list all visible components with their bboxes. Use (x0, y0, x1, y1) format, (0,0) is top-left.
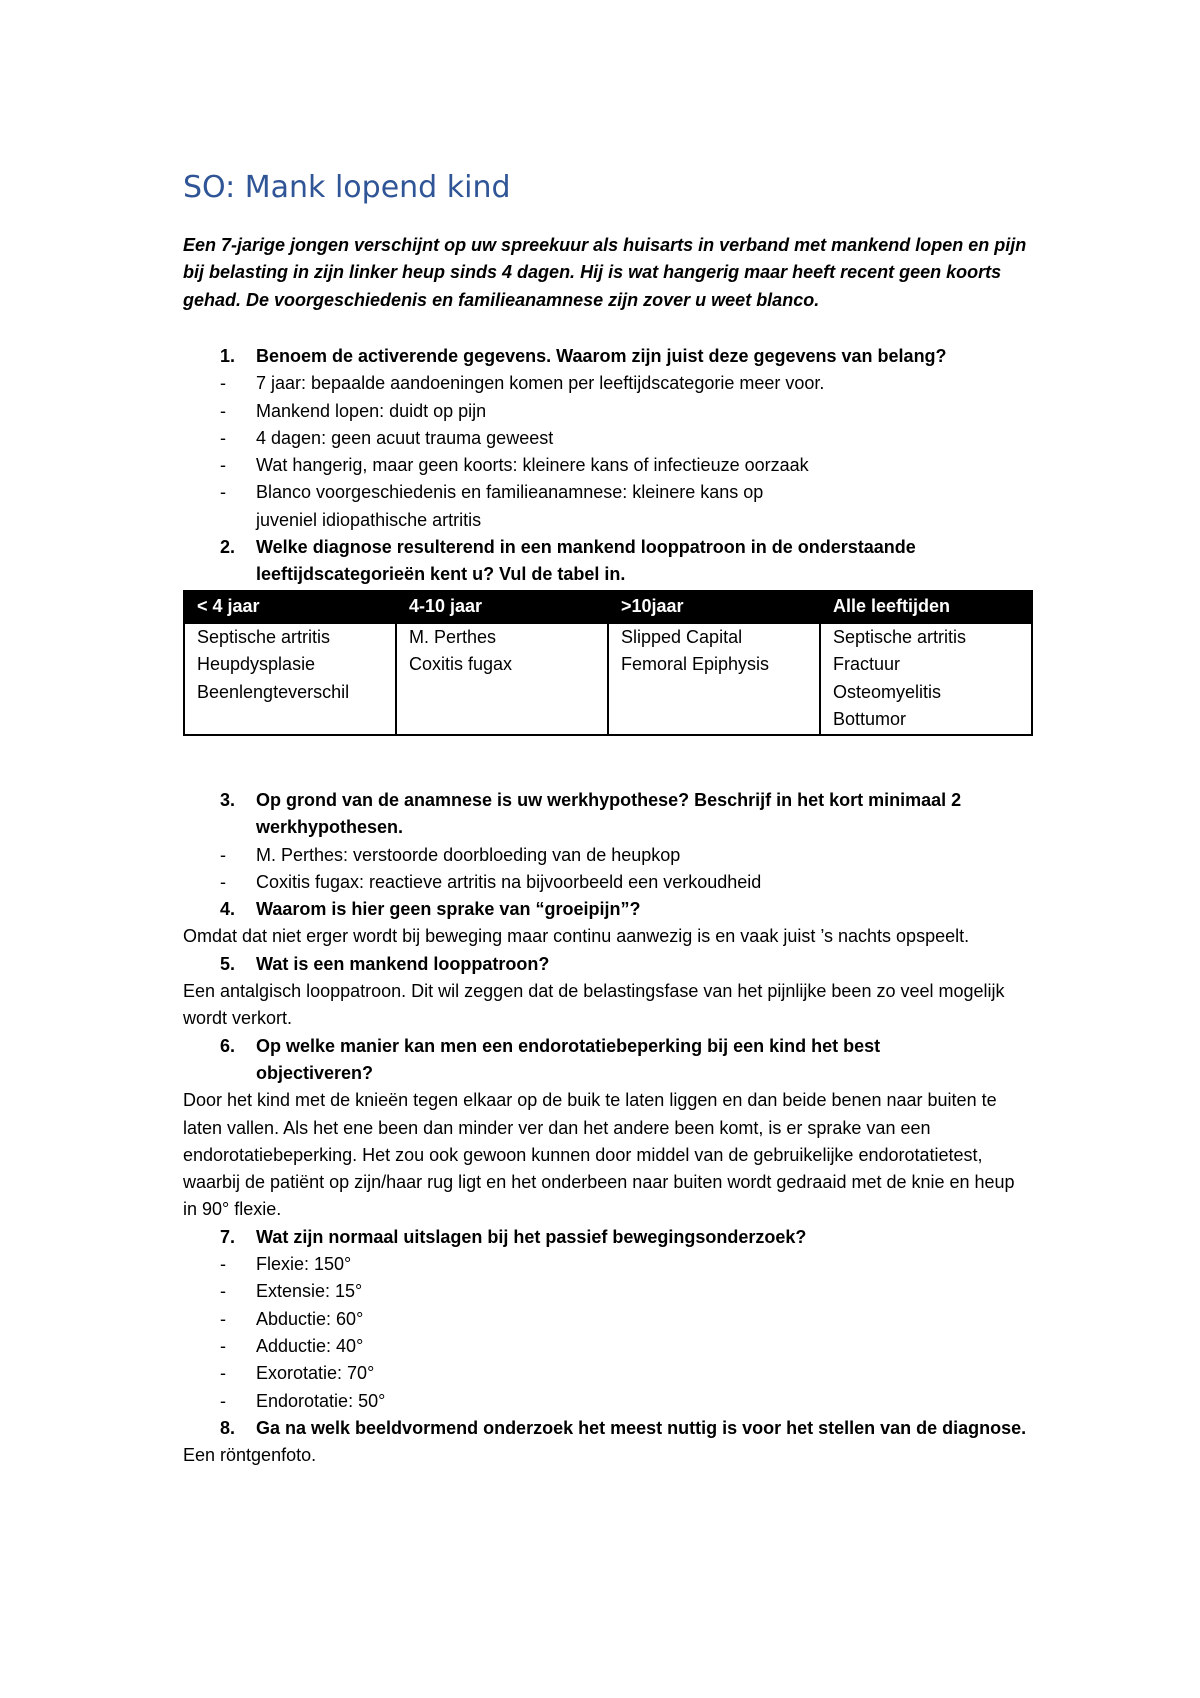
list-item-text: 4 dagen: geen acuut trauma geweest (256, 427, 554, 448)
list-item (183, 370, 1033, 397)
question-6 (183, 1033, 1033, 1088)
cell-line: Beenlengteverschil (197, 681, 350, 702)
list-dash: - (220, 427, 226, 448)
question-number: 2. (220, 537, 236, 558)
list-item-text: Extensie: 15° (256, 1281, 363, 1302)
question-text: Welke diagnose resulterend in een mankend looppatroon in de onderstaande leeftijdscategorieën kent u? Vul de tabel in. (256, 537, 916, 585)
cell-line: Bottumor (833, 708, 907, 729)
answer-4: Omdat dat niet erger wordt bij beweging maar continu aanwezig is en vaak juist ’s nachts opspeelt. (183, 926, 970, 947)
list-item (183, 425, 1033, 452)
question-7 (183, 1224, 1033, 1251)
question-3 (183, 787, 1033, 842)
header-over-10: >10jaar (608, 591, 820, 623)
answer-5: Een antalgisch looppatroon. Dit wil zeggen dat de belastingsfase van het pijnlijke been zo veel mogelijk wordt verkort. (183, 981, 1005, 1029)
cell-under-4 (184, 623, 396, 735)
list-item (183, 842, 1033, 869)
list-dash: - (220, 1254, 226, 1275)
list-dash: - (220, 455, 226, 476)
list-item (183, 1360, 1033, 1387)
question-text: Wat is een mankend looppatroon? (256, 953, 550, 974)
list-item (183, 869, 1033, 896)
questions-3-8-block (183, 787, 1033, 1469)
answer-8: Een röntgenfoto. (183, 1445, 317, 1466)
age-diagnosis-table (183, 590, 1033, 736)
question-number: 4. (220, 899, 236, 920)
list-item-text: Blanco voorgeschiedenis en familieanamnese: kleinere kans op juveniel idiopathische artritis (256, 482, 764, 530)
question-number: 1. (220, 346, 236, 366)
cell-line: Septische artritis (833, 627, 967, 647)
question-4 (183, 896, 1033, 923)
list-item-text: Coxitis fugax: reactieve artritis na bijvoorbeeld een verkoudheid (256, 871, 762, 892)
question-text: Op welke manier kan men een endorotatiebeperking bij een kind het best objectiveren? (256, 1035, 881, 1083)
header-under-4: < 4 jaar (184, 591, 396, 623)
list-dash: - (220, 1335, 226, 1356)
list-item-text: Flexie: 150° (256, 1254, 352, 1275)
list-item-text: Wat hangerig, maar geen koorts: kleinere kans of infectieuze oorzaak (256, 455, 809, 476)
cell-over-10 (608, 623, 820, 735)
list-item-text: Adductie: 40° (256, 1335, 364, 1356)
list-item-text: Endorotatie: 50° (256, 1390, 386, 1411)
table-row (184, 623, 1032, 735)
cell-line: Heupdysplasie (197, 654, 316, 675)
question-number: 7. (220, 1226, 236, 1247)
question-text: Waarom is hier geen sprake van “groeipijn”? (256, 899, 641, 920)
question-number: 8. (220, 1417, 236, 1438)
cell-all-ages (820, 623, 1032, 735)
list-dash: - (220, 844, 226, 865)
question-text: Wat zijn normaal uitslagen bij het passief bewegingsonderzoek? (256, 1226, 807, 1247)
question-text: Op grond van de anamnese is uw werkhypothese? Beschrijf in het kort minimaal 2 werkhypothesen. (256, 790, 962, 838)
list-item-text: Exorotatie: 70° (256, 1363, 375, 1384)
question-2 (183, 534, 1033, 589)
list-dash: - (220, 1390, 226, 1411)
case-intro: Een 7-jarige jongen verschijnt op uw spreekuur als huisarts in verband met mankend lopen en pijn bij belasting in zijn linker heup sinds 4 dagen. Hij is wat hangerig maar heeft recent geen koorts gehad. De voorgeschiedenis en familieanamnese zijn zover u weet blanco. (183, 235, 1027, 310)
question-text: Ga na welk beeldvormend onderzoek het meest nuttig is voor het stellen van de diagnose. (256, 1417, 1027, 1438)
question-number: 5. (220, 953, 236, 974)
question-1-block (183, 343, 1033, 589)
list-dash: - (220, 1281, 226, 1302)
list-item (183, 479, 1033, 534)
document-title: SO: Mank lopend kind (183, 170, 511, 205)
answer-6: Door het kind met de knieën tegen elkaar op de buik te laten liggen en dan beide benen naar buiten te laten vallen. Als het ene been dan minder ver dan het andere been komt, is er sprake van een endorotatiebeperking. Het zou ook gewoon kunnen door middel van de gebruikelijke endorotatietest, waarbij de patiënt op zijn/haar rug ligt en het onderbeen naar buiten wordt gedraaid met de knie en heup in 90° flexie. (183, 1090, 1015, 1220)
question-number: 6. (220, 1035, 236, 1056)
list-item (183, 398, 1033, 425)
question-8 (183, 1415, 1033, 1442)
cell-line: Fractuur (833, 654, 901, 675)
list-dash: - (220, 373, 226, 394)
list-item-text: M. Perthes: verstoorde doorbloeding van de heupkop (256, 844, 681, 865)
list-dash: - (220, 871, 226, 892)
list-item (183, 1306, 1033, 1333)
cell-line: M. Perthes (409, 627, 497, 647)
cell-4-10 (396, 623, 608, 735)
question-5 (183, 951, 1033, 978)
cell-line: Coxitis fugax (409, 654, 513, 675)
list-item (183, 1388, 1033, 1415)
list-item-text: Mankend lopen: duidt op pijn (256, 400, 487, 421)
table-header-row (184, 591, 1032, 623)
list-dash: - (220, 1308, 226, 1329)
cell-line: Slipped Capital (621, 627, 743, 647)
question-text: Benoem de activerende gegevens. Waarom zijn juist deze gegevens van belang? (256, 346, 947, 366)
list-item (183, 1333, 1033, 1360)
cell-line: Osteomyelitis (833, 681, 942, 702)
question-1 (183, 343, 1033, 370)
cell-line: Septische artritis (197, 627, 331, 647)
list-dash: - (220, 1363, 226, 1384)
list-item (183, 1278, 1033, 1305)
header-all-ages: Alle leeftijden (820, 591, 1032, 623)
list-item (183, 1251, 1033, 1278)
list-dash: - (220, 400, 226, 421)
list-item (183, 452, 1033, 479)
list-dash: - (220, 482, 226, 503)
list-item-text: 7 jaar: bepaalde aandoeningen komen per leeftijdscategorie meer voor. (256, 373, 825, 394)
list-item-text: Abductie: 60° (256, 1308, 364, 1329)
header-4-10: 4-10 jaar (396, 591, 608, 623)
cell-line: Femoral Epiphysis (621, 654, 770, 675)
question-number: 3. (220, 790, 236, 810)
